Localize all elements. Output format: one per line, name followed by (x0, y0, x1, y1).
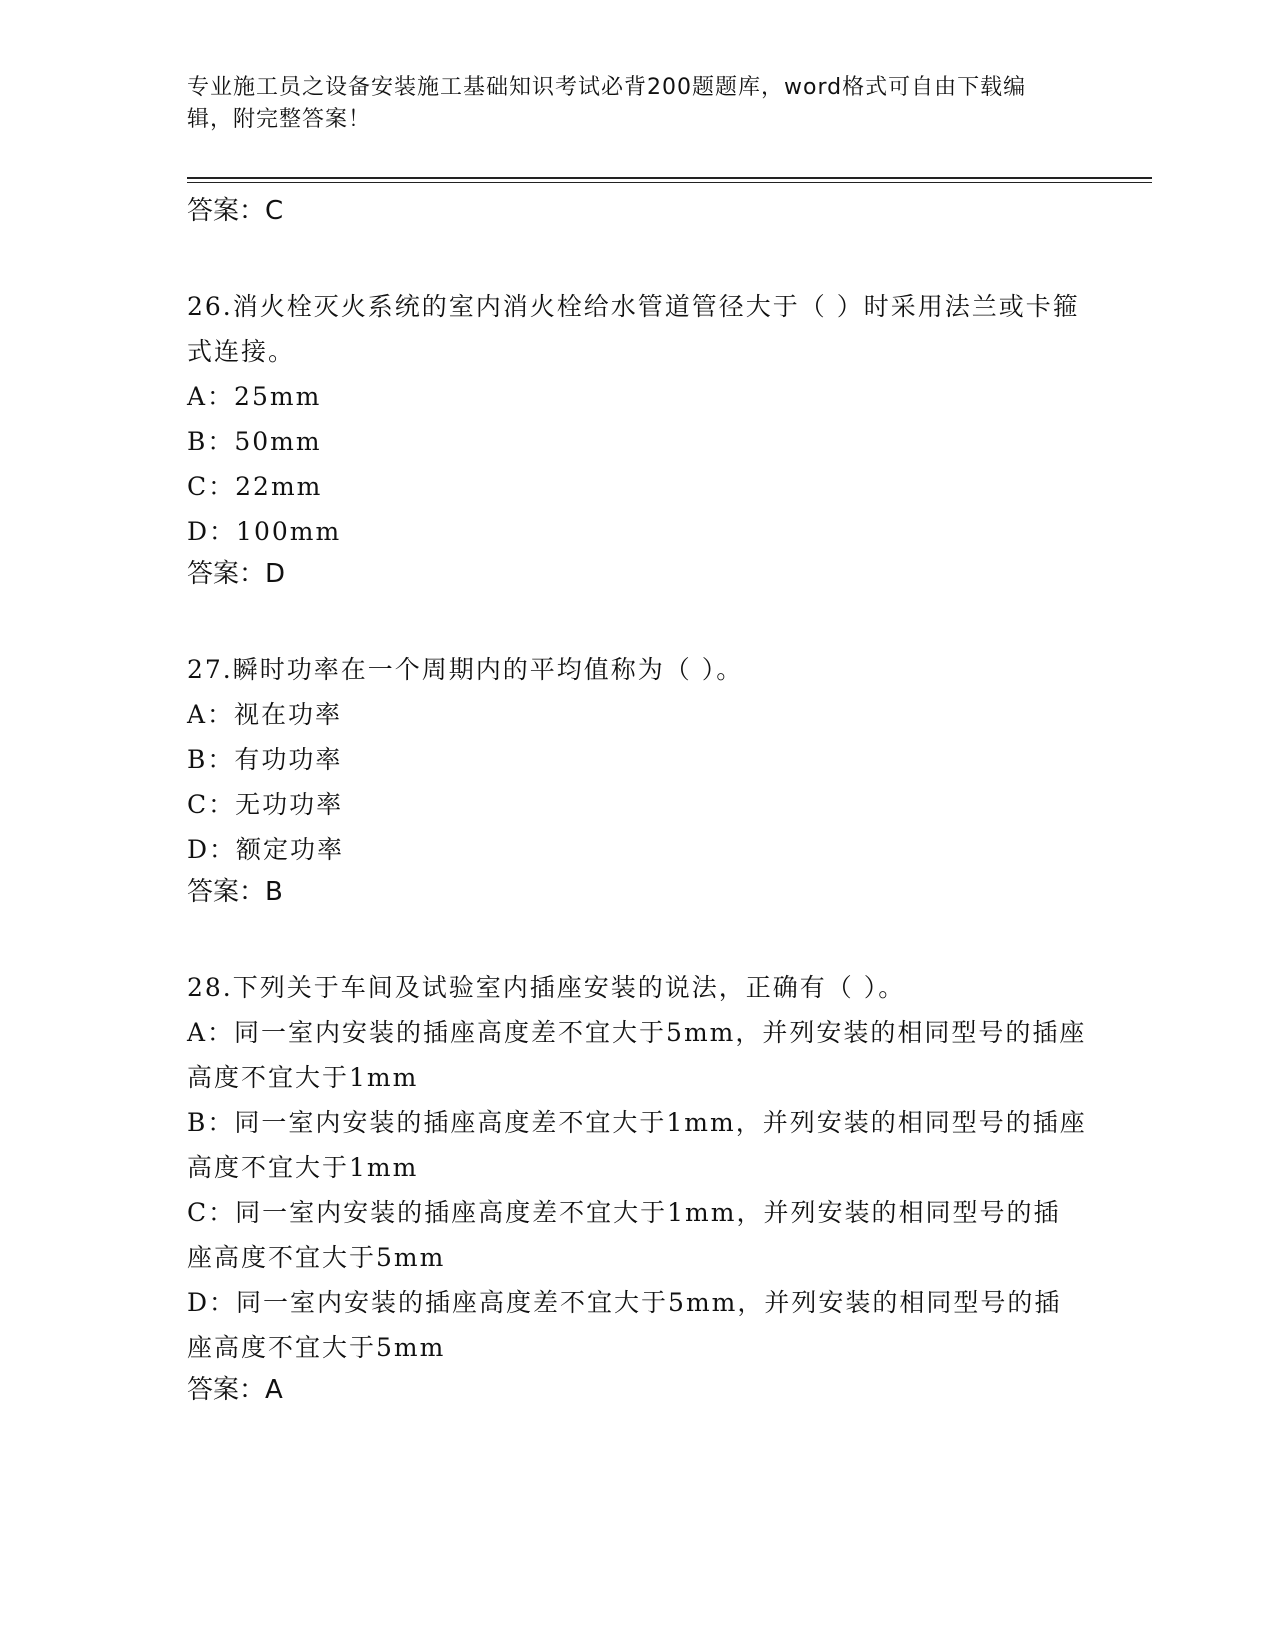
answer-line: 答案：C (187, 196, 284, 226)
option-c: C：无功功率 (187, 790, 344, 819)
answer-line: 答案：A (187, 1375, 283, 1405)
answer-line: 答案：D (187, 559, 286, 589)
option-d: D：同一室内安装的插座高度差不宜大于5mm，并列安装的相同型号的插座高度不宜大于5mm (187, 1288, 1062, 1362)
question-block (187, 647, 1087, 912)
option-b: B：50mm (187, 427, 322, 456)
header-divider-thick (187, 177, 1152, 179)
question-stem: 26.消火栓灭火系统的室内消火栓给水管道管径大于（ ）时采用法兰或卡箍式连接。 (187, 292, 1080, 366)
option-b: B：有功功率 (187, 745, 343, 774)
header-divider-thin (187, 182, 1152, 183)
answer-line: 答案：B (187, 877, 283, 907)
question-stem: 27.瞬时功率在一个周期内的平均值称为（ ）。 (187, 655, 744, 684)
option-a: A：同一室内安装的插座高度差不宜大于5mm，并列安装的相同型号的插座高度不宜大于1mm (187, 1018, 1087, 1092)
document-header: 专业施工员之设备安装施工基础知识考试必背200题题库，word格式可自由下载编辑，附完整答案！ (187, 75, 1027, 132)
option-b: B：同一室内安装的插座高度差不宜大于1mm，并列安装的相同型号的插座高度不宜大于1mm (187, 1108, 1087, 1182)
option-d: D：100mm (187, 517, 342, 546)
option-c: C：同一室内安装的插座高度差不宜大于1mm，并列安装的相同型号的插座高度不宜大于5mm (187, 1198, 1061, 1272)
option-a: A：视在功率 (187, 700, 343, 729)
option-d: D：额定功率 (187, 835, 345, 864)
option-c: C：22mm (187, 472, 323, 501)
question-stem: 28.下列关于车间及试验室内插座安装的说法，正确有（ ）。 (187, 973, 906, 1002)
question-block (187, 965, 1087, 1410)
question-list (187, 191, 1087, 1410)
question-block (187, 284, 1087, 594)
option-a: A：25mm (187, 382, 322, 411)
